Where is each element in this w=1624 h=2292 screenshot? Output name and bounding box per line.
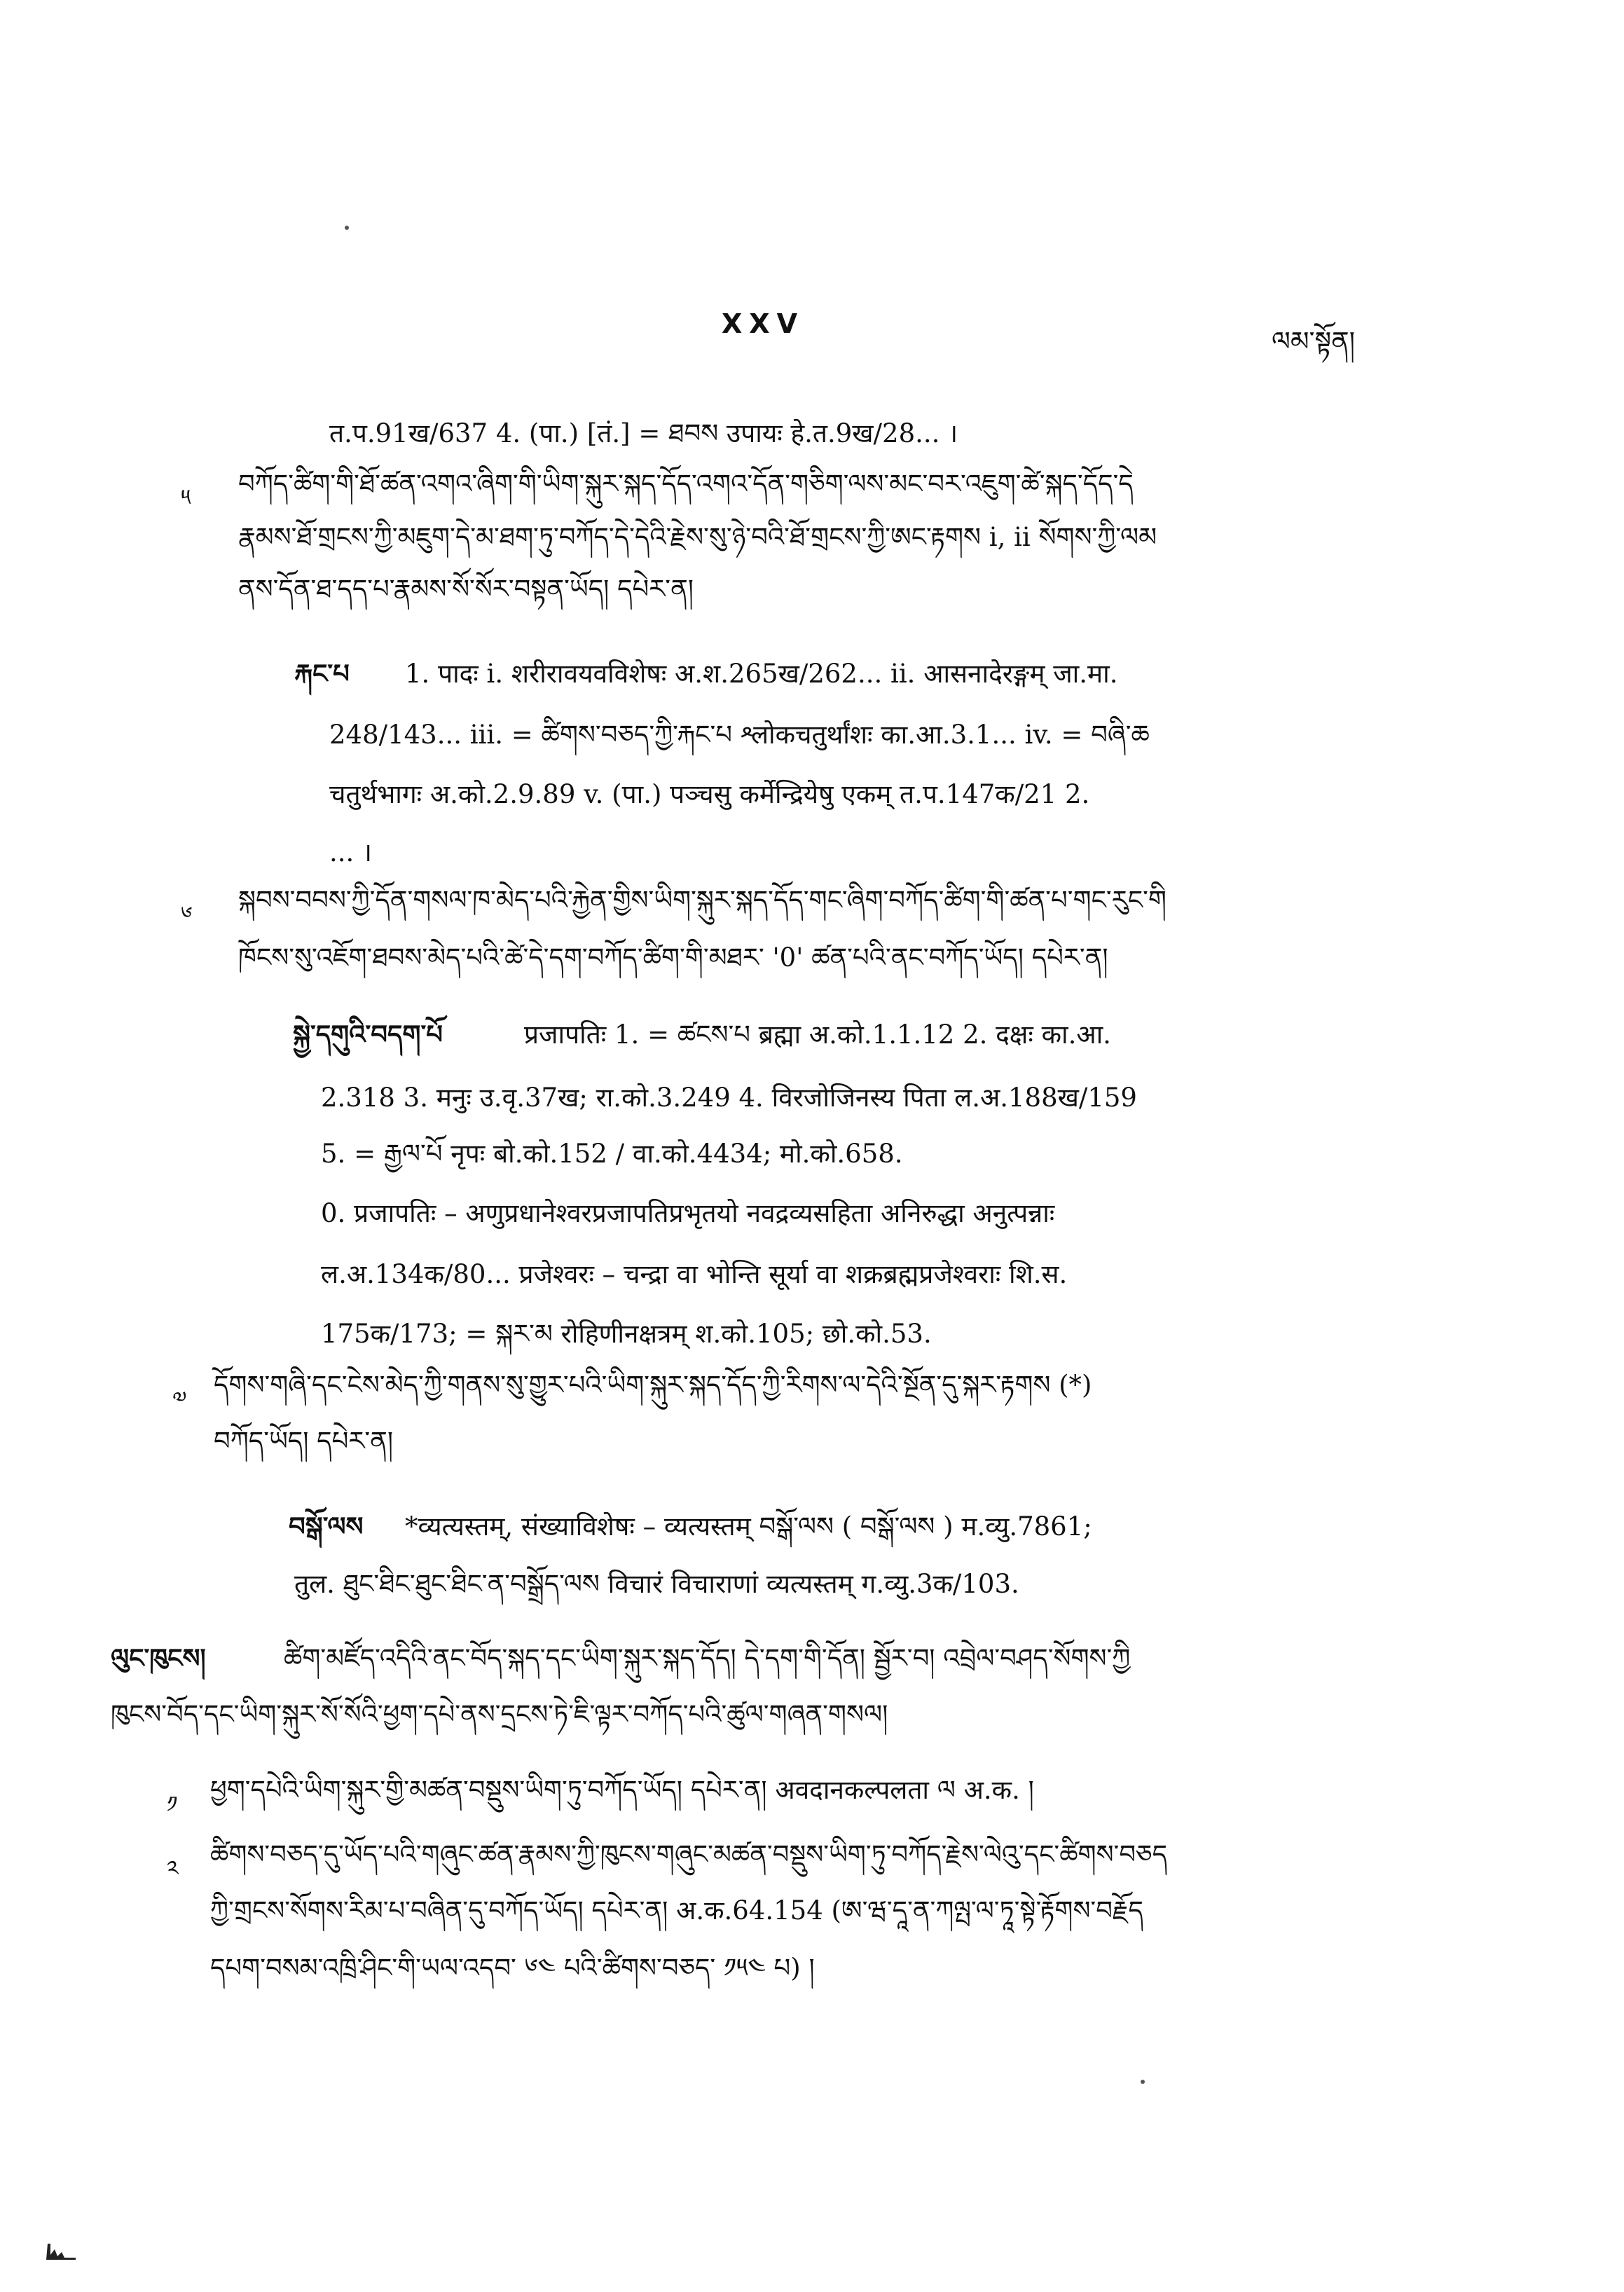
entry-marker: ༦ (181, 901, 193, 928)
entry-text-line: སྐབས་བབས་ཀྱི་དོན་གསལ་ཁ་མེད་པའི་རྐྱེན་གྱིས་ཡིག་སྐུར་སྐད་དོད་གང་ཞིག་བཀོད་ཚིག་གི་ཚན་པ་གང་རུང་གི (238, 885, 1167, 915)
scan-speck (345, 226, 349, 230)
list-item: ཀྱི་གྲངས་སོགས་རིམ་པ་བཞིན་དུ་བཀོད་ཡོད། དཔེར་ན། अ.क.64.154 (ཨ་ཝ་དཱ་ན་ཀལྤ་ལ་ཏཱ་སྟེ་རྟོགས་བརྗོད (210, 1895, 1143, 1926)
list-item: དཔག་བསམ་འཁྲི་ཤིང་གི་ཡལ་འདབ་ ༦༤ པའི་ཚིགས་བཅད་ ༡༥༤ པ) ། (210, 1953, 815, 1983)
example-line: 175क/173; = སྐར་མ रोहिणीनक्षत्रम् श.को.105; छो.को.53. (321, 1319, 932, 1349)
entry-marker: ༥ (181, 484, 191, 511)
example-line: 2.318 3. मनुः उ.वृ.37ख; रा.को.3.249 4. विरजोजिनस्य पिता ल.अ.188ख/159 (321, 1083, 1137, 1113)
entry-text-line: དོགས་གཞི་དང་ངེས་མེད་ཀྱི་གནས་སུ་གྱུར་པའི་ཡིག་སྐུར་སྐད་དོད་ཀྱི་རིགས་ལ་དེའི་སྔོན་དུ་སྐར་རྟགས (*) (214, 1370, 1092, 1400)
entry-text-line: བཀོད་ཡོད། དཔེར་ན། (214, 1426, 394, 1456)
example-line: ... । (329, 837, 373, 867)
example-line: तुल. ཐུང་ཐིང་ཐུང་ཐིང་ན་བསྒྲོད་ལས विचारं विचाराणां व्यत्यस्तम् ग.व्यु.3क/103. (294, 1569, 1019, 1599)
example-line: 0. प्रजापतिः – अणुप्रधानेश्वरप्रजापतिप्रभृतयो नवद्रव्यसहिता अनिरुद्धा अनुत्पन्नाः (321, 1198, 1055, 1228)
continuation-line: त.प.91ख/637 4. (पा.) [तं.] = ཐབས उपायः हे.त.9ख/28... । (329, 418, 958, 448)
entry-text-line: ནས་དོན་ཐ་དད་པ་རྣམས་སོ་སོར་བསྟན་ཡོད། དཔེར་ན། (238, 574, 694, 604)
example-line: 1. पादः i. शरीरावयवविशेषः अ.श.265ख/262... ii. आसनादेरङ्गम् जा.मा. (405, 659, 1118, 689)
running-head: ལམ་སྟོན། (1272, 326, 1356, 357)
section-heading: ལུང་ཁུངས། (111, 1642, 206, 1673)
entry-marker: ༧ (172, 1386, 187, 1413)
list-item: ཚིགས་བཅད་དུ་ཡོད་པའི་གཞུང་ཚན་རྣམས་ཀྱི་ཁུངས་གཞུང་མཚན་བསྡུས་ཡིག་ཏུ་བཀོད་རྗེས་ལེའུ་དང་ཚིགས་བཅད (210, 1839, 1168, 1869)
entry-text-line: རྣམས་ཐོ་གྲངས་ཀྱི་མཇུག་དེ་མ་ཐག་ཏུ་བཀོད་དེ་དེའི་རྗེས་སུ་ཉེ་བའི་ཐོ་གྲངས་ཀྱི་ཨང་རྟགས i, ii སོགས་ཀྱི་ལམ (238, 522, 1157, 552)
entry-text-line: ཁོངས་སུ་འཇོག་ཐབས་མེད་པའི་ཚེ་དེ་དག་བཀོད་ཚིག་གི་མཐར་ '0' ཚན་པའི་ནང་བཀོད་ཡོད། དཔེར་ན། (238, 942, 1108, 973)
example-line: *व्यत्यस्तम्, संख्याविशेषः – व्यत्यस्तम् བསྒོ་ལས ( བསྒོ་ལས ) म.व्यु.7861; (405, 1511, 1092, 1542)
example-headword: རྐང་པ (294, 658, 350, 689)
example-line: प्रजापतिः 1. = ཚངས་པ ब्रह्मा अ.को.1.1.12 2. दक्षः का.आ. (524, 1020, 1111, 1050)
scan-speck (1141, 2080, 1145, 2084)
page-number: XXV (722, 308, 805, 339)
example-line: 5. = རྒྱལ་པོ नृपः बो.को.152 / वा.को.4434; मो.को.658. (321, 1139, 903, 1169)
example-headword: སྐྱེ་དགུའི་བདག་པོ (293, 1019, 443, 1050)
scan-artifact-icon (45, 2242, 77, 2260)
example-headword: བསྒོ་ལས (289, 1511, 364, 1542)
example-line: ल.अ.134क/80... प्रजेश्वरः – चन्द्रा वा भोन्ति सूर्या वा शक्रब्रह्मप्रजेश्वराः शि.स. (321, 1259, 1068, 1289)
entry-text-line: བཀོད་ཚིག་གི་ཐོ་ཚན་འགའ་ཞིག་གི་ཡིག་སྐུར་སྐད་དོད་འགའ་དོན་གཅིག་ལས་མང་བར་འཇུག་ཚེ་སྐད་དོད་དེ (238, 469, 1134, 499)
example-line: चतुर्थभागः अ.को.2.9.89 v. (पा.) पञ्चसु कर्मेन्द्रियेषु एकम् त.प.147क/21 2. (329, 779, 1090, 809)
list-item-marker: ༡ (167, 1791, 178, 1818)
example-line: 248/143... iii. = ཚིགས་བཅད་ཀྱི་རྐང་པ श्लोकचतुर्थांशः का.आ.3.1... iv. = བཞི་ཆ (329, 720, 1150, 750)
list-item-marker: ༢ (167, 1855, 179, 1882)
section-text-line: ཁུངས་བོད་དང་ཡིག་སྐུར་སོ་སོའི་ཕྱག་དཔེ་ནས་དྲངས་ཏེ་ཇི་ལྟར་བཀོད་པའི་ཚུལ་གཞན་གསལ། (111, 1699, 888, 1729)
section-text-line: ཚིག་མཛོད་འདིའི་ནང་བོད་སྐད་དང་ཡིག་སྐུར་སྐད་དོད། དེ་དག་གི་དོན། སྦྱོར་བ། འབྲེལ་བཤད་སོགས་ཀྱི (284, 1643, 1131, 1673)
list-item: ཕྱག་དཔེའི་ཡིག་སྐུར་གྱི་མཚན་བསྡུས་ཡིག་ཏུ་བཀོད་ཡོད། དཔེར་ན། अवदानकल्पलता ལ अ.क. ། (210, 1775, 1034, 1805)
